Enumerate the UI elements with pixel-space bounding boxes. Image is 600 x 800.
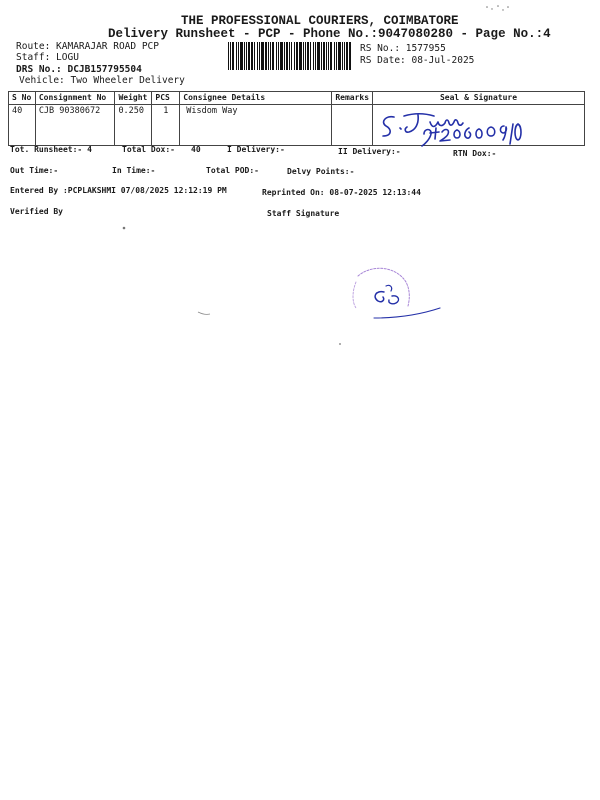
verified-by: Verified By <box>10 207 63 216</box>
col-header: S No <box>9 92 36 105</box>
delvy-points: Delvy Points:- <box>287 167 355 176</box>
staff-signature-label: Staff Signature <box>267 209 340 218</box>
cell-sno: 40 <box>9 105 36 146</box>
cell-pcs: 1 <box>152 105 180 146</box>
in-time: In Time:- <box>112 166 156 175</box>
cell-consignee: Wisdom Way <box>180 105 332 146</box>
total-dox-value: 40 <box>191 145 201 154</box>
stamp-mark <box>353 268 440 318</box>
company-name: THE PROFESSIONAL COURIERS, COIMBATORE <box>181 14 459 28</box>
vehicle-text: Vehicle: Two Wheeler Delivery <box>19 75 185 86</box>
rs-number: RS No.: 1577955 <box>360 43 446 54</box>
entered-by: Entered By :PCPLAKSHMI 07/08/2025 12:12:19 PM <box>10 186 227 195</box>
route-text: Route: KAMARAJAR ROAD PCP <box>16 41 159 52</box>
col-header: PCS <box>152 92 180 105</box>
total-pod: Total POD:- <box>206 166 259 175</box>
cell-weight: 0.250 <box>115 105 152 146</box>
ii-delivery: II Delivery:- <box>338 147 401 156</box>
tot-runsheet: Tot. Runsheet:- 4 <box>10 145 92 154</box>
rs-date: RS Date: 08-Jul-2025 <box>360 55 475 66</box>
out-time: Out Time:- <box>10 166 59 175</box>
col-header: Seal & Signature <box>373 92 585 105</box>
col-header: Remarks <box>332 92 373 105</box>
staff-text: Staff: LOGU <box>16 52 79 63</box>
i-delivery: I Delivery:- <box>227 145 285 154</box>
drs-number: DRS No.: DCJB157795504 <box>16 64 142 75</box>
total-dox-label: Total Dox:- <box>122 145 175 154</box>
col-header: Weight <box>115 92 152 105</box>
seal-signature-handwriting <box>383 114 521 146</box>
col-header: Consignment No <box>35 92 115 105</box>
runsheet-title: Delivery Runsheet - PCP - Phone No.:9047080280 - Page No.:4 <box>108 27 551 41</box>
pencil-mark <box>198 312 210 314</box>
cell-consignment: CJB 90380672 <box>35 105 115 146</box>
speck-marks <box>123 5 509 345</box>
rtn-dox: RTN Dox:- <box>453 149 497 158</box>
col-header: Consignee Details <box>180 92 332 105</box>
reprinted-on: Reprinted On: 08-07-2025 12:13:44 <box>262 188 421 197</box>
